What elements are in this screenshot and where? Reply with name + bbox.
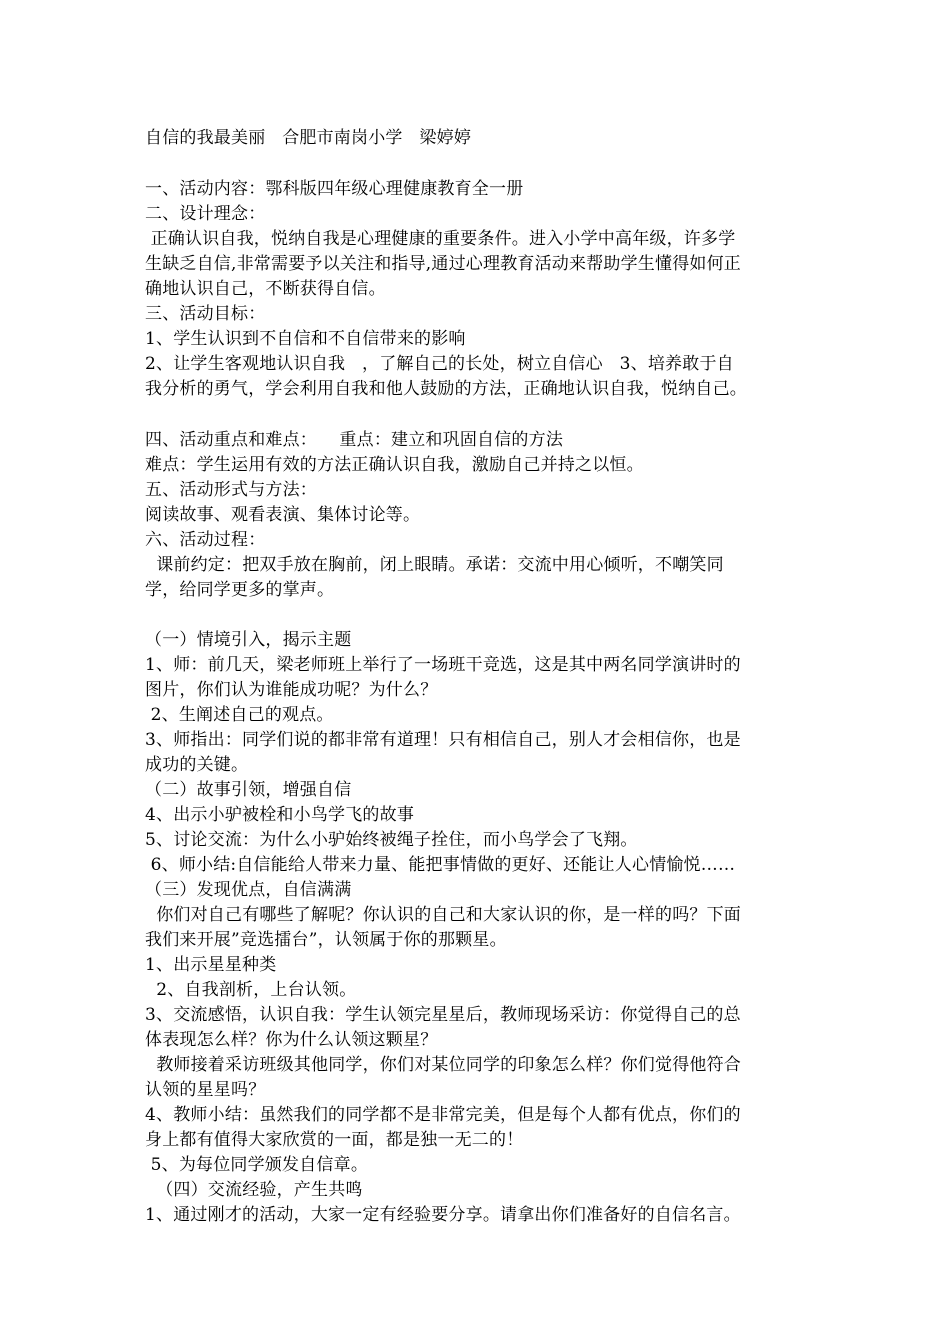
subsection-heading: （三）发现优点，自信满满 [145,880,352,900]
paragraph-line: 1、通过刚才的活动，大家一定有经验要分享。请拿出你们准备好的自信名言。 [145,1205,741,1225]
paragraph-line: 成功的关键。 [145,755,249,775]
paragraph-line: 3、交流感悟，认识自我：学生认领完星星后，教师现场采访：你觉得自己的总 [145,1005,741,1025]
subsection-heading: （四）交流经验，产生共鸣 [145,1180,363,1200]
paragraph-line: 体表现怎么样？你为什么认领这颗星？ [145,1030,438,1050]
paragraph-line: 4、教师小结：虽然我们的同学都不是非常完美，但是每个人都有优点，你们的 [145,1105,741,1125]
paragraph-line: 你们对自己有哪些了解呢？你认识的自己和大家认识的你，是一样的吗？下面 [145,905,742,925]
paragraph-line: 阅读故事、观看表演、集体讨论等。 [145,505,421,525]
paragraph-line: 认领的星星吗？ [145,1080,266,1100]
paragraph-line: 我分析的勇气，学会利用自我和他人鼓励的方法，正确地认识自我，悦纳自己。 [145,379,747,399]
section-heading: 五、活动形式与方法： [145,480,317,500]
paragraph-line: 6、师小结:自信能给人带来力量、能把事情做的更好、还能让人心情愉悦…… [145,855,736,875]
paragraph-line: 正确认识自我，悦纳自我是心理健康的重要条件。进入小学中高年级，许多学 [145,229,736,249]
paragraph-line: 身上都有值得大家欣赏的一面，都是独一无二的！ [145,1130,524,1150]
subsection-heading: （一）情境引入，揭示主题 [145,630,352,650]
subsection-heading: （二）故事引领，增强自信 [145,780,352,800]
paragraph-line: 2、让学生客观地认识自我 ，了解自己的长处，树立自信心 3、培养敢于自 [145,354,734,374]
paragraph-line: 我们来开展”竞选擂台”，认领属于你的那颗星。 [145,930,507,950]
document-title: 自信的我最美丽 合肥市南岗小学 梁婷婷 [145,128,472,148]
section-heading: 四、活动重点和难点： 重点：建立和巩固自信的方法 [145,430,564,450]
paragraph-line: 3、师指出：同学们说的都非常有道理！只有相信自己，别人才会相信你，也是 [145,730,741,750]
paragraph-line: 生缺乏自信,非常需要予以关注和指导,通过心理教育活动来帮助学生懂得如何正 [145,254,742,274]
paragraph-line: 难点：学生运用有效的方法正确认识自我，激励自己并持之以恒。 [145,455,644,475]
section-heading: 一、活动内容：鄂科版四年级心理健康教育全一册 [145,179,524,199]
paragraph-line: 5、为每位同学颁发自信章。 [145,1155,369,1175]
paragraph-line: 教师接着采访班级其他同学，你们对某位同学的印象怎么样？你们觉得他符合 [145,1055,742,1075]
paragraph-line: 课前约定：把双手放在胸前，闭上眼睛。承诺：交流中用心倾听，不嘲笑同 [145,555,724,575]
paragraph-line: 1、学生认识到不自信和不自信带来的影响 [145,329,466,349]
section-heading: 二、设计理念： [145,204,266,224]
paragraph-line: 5、讨论交流：为什么小驴始终被绳子拴住，而小鸟学会了飞翔。 [145,830,638,850]
paragraph-line: 1、出示星星种类 [145,955,277,975]
paragraph-line: 学，给同学更多的掌声。 [145,580,335,600]
paragraph-line: 1、师：前几天，梁老师班上举行了一场班干竞选，这是其中两名同学演讲时的 [145,655,741,675]
paragraph-line: 2、生阐述自己的观点。 [145,705,334,725]
section-heading: 三、活动目标： [145,304,266,324]
paragraph-line: 图片，你们认为谁能成功呢？为什么？ [145,680,438,700]
paragraph-line: 4、出示小驴被栓和小鸟学飞的故事 [145,805,415,825]
section-heading: 六、活动过程： [145,530,266,550]
paragraph-line: 确地认识自己，不断获得自信。 [145,279,386,299]
paragraph-line: 2、自我剖析，上台认领。 [145,980,357,1000]
